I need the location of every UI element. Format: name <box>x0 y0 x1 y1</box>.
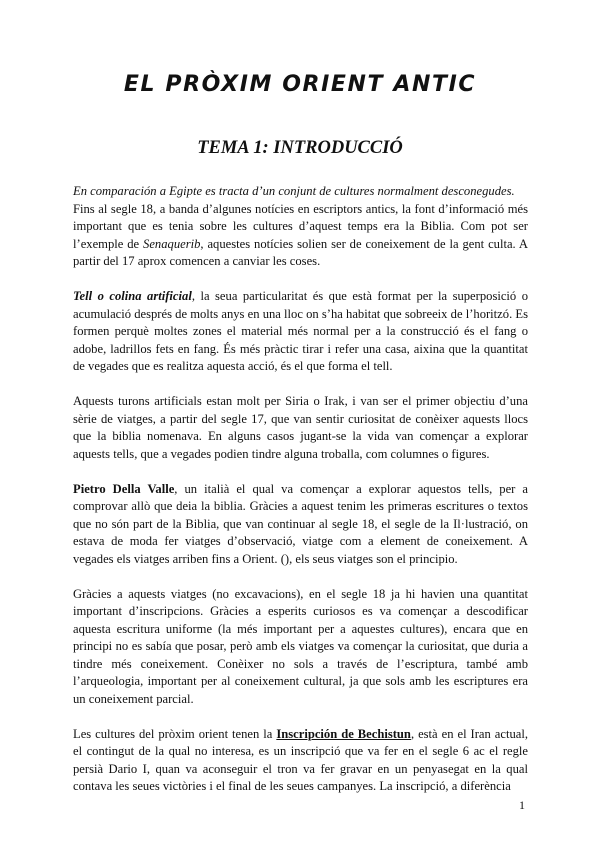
paragraph-text: , està en el Iran actual, el contingut de la qual no interesa, es un inscripció que va fer en el segle 6 ac el regle persià Dario I, quan va aconseguir el tron va fer gravar en un penyasegat en la qual contava les seues victòries i el final de les seues campanyes. La inscripció, a diferència <box>73 726 528 793</box>
term-bechistun: Inscripción de Bechistun <box>276 726 411 741</box>
page-number: 1 <box>519 798 525 812</box>
paragraph-turons: Aquests turons artificials estan molt per Siria o Irak, i van ser el primer objectiu d’una sèrie de viatges, a partir del segle 17, que van sentir curiositat de conèixer aquests llocs que la biblia nomenava. En alguns casos jugant-se la vida van començar a explorar aquests tells, que a vegades podien tindre alguna troballa, com columnes o figures. <box>73 394 528 461</box>
document-body <box>73 183 528 813</box>
section-title: TEMA 1: INTRODUCCIÓ <box>197 138 403 158</box>
name-pietro-della-valle: Pietro Della Valle <box>73 481 175 496</box>
paragraph-bible-sources <box>73 201 528 271</box>
intro-sentence: En comparación a Egipte es tracta d’un conjunt de cultures normalment desconegudes. <box>73 184 515 198</box>
paragraph-bechistun <box>73 726 528 796</box>
document-title: EL PRÒXIM ORIENT ANTIC <box>123 72 477 97</box>
paragraph-text: , aquestes notícies solien ser de coneixement de la gent culta. A partir del 17 aprox comencen a canviar les coses. <box>73 236 528 268</box>
paragraph-text: , un italià el qual va començar a explorar aquestos tells, per a comprovar allò que deia la biblia. Gràcies a aquest tenim les primeras escritures o textos que no són part de la Biblia, que van continuar al segle 18, el segle de la Il·lustració, on estava de moda fer viatges d’observació, viatge com a element de coneixement. A vegades els viatges arriben fins a Orient. (), els seus viatges son el principio. <box>73 481 528 566</box>
paragraph-text: , la seua particularitat és que està format per la superposició o acumulació després de molts anys en una lloc on s’ha habitat que sobreeix de l’horitzó. Es formen perquè moltes zones el material més normal per a la construcció és el fang o adobe, ladrillos fets en fang. És més pràctic tirar i refer una casa, aixina que la quantitat de vegades que es realitza aquesta acció, és el que forma el tell. <box>73 289 529 373</box>
paragraph-viatges: Gràcies a aquests viatges (no excavacions), en el segle 18 ja hi havien una quantitat important d’inscripcions. Gràcies a esperits curiosos es va començar a descodificar aquesta escritura uniforme (la més important per a aquestes cultures), encara que en principi no es sabía que posar, però amb els viatges va començar la curiositat, que duria a tindre més coneixement. Conèixer no sols a través de l’escriptura, també amb l’arqueologia, important per al coneixement cultural, ja que sols amb les escriptures era un coneixement parcial. <box>73 586 528 706</box>
paragraph-della-valle <box>73 481 528 569</box>
paragraph-tell <box>73 288 528 376</box>
paragraph-text: Les cultures del pròxim orient tenen la <box>73 726 277 741</box>
term-tell: Tell o colina artificial <box>73 289 192 303</box>
paragraph-text: Fins al segle 18, a banda d’algunes notícies en escriptors antics, la font d’informació més important que es tenia sobre les cultures d’aquest temps era la Biblia. Com pot ser l’exemple de <box>73 201 528 251</box>
emphasis-senaquerib: Senaquerib <box>143 236 201 251</box>
